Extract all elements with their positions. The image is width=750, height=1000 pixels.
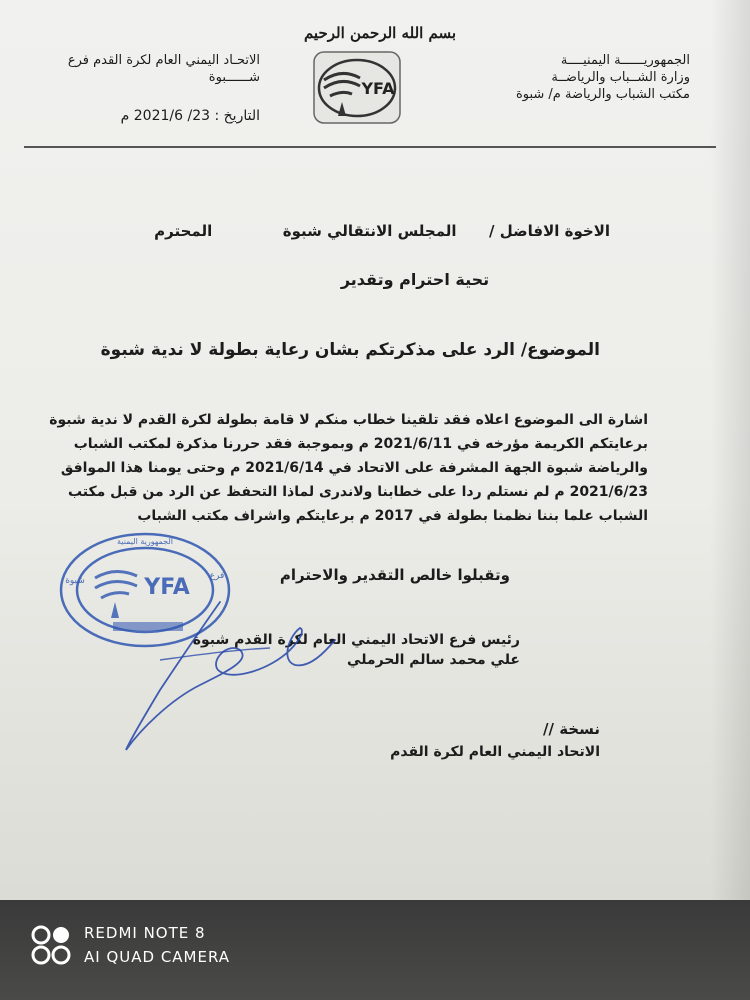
yfa-logo [312, 50, 402, 125]
federation-header [60, 52, 260, 86]
camera-watermark [30, 920, 330, 980]
subject-line: الموضوع/ الرد على مذكرتكم بشان رعاية بطولة لا ندية شبوة [100, 340, 600, 360]
document-date: التاريخ : 23/ 2021/6 م [120, 108, 260, 124]
watermark-camera: AI QUAD CAMERA [84, 948, 231, 966]
copy-label: نسخة // [543, 720, 600, 738]
federation-branch: شــــــبوة [208, 70, 260, 85]
page-shadow [710, 0, 750, 900]
letter-body [49, 408, 648, 528]
copy-recipient: الاتحاد اليمني العام لكرة القدم [390, 744, 600, 760]
republic-name: الجمهوريــــــة اليمنيــــة [560, 53, 690, 68]
recipient-prefix: الاخوة الافاضل / [489, 222, 610, 240]
signatory-title: رئيس فرع الاتحاد اليمني العام لكرة القدم شبوة [192, 632, 520, 648]
quad-camera-icon [30, 924, 76, 970]
federation-name: الاتحـاد اليمني العام لكرة القدم فرع [67, 53, 260, 68]
greeting: تحية احترام وتقدير [340, 270, 490, 289]
logo-text: YFA [361, 79, 395, 98]
watermark-model: REDMI NOTE 8 [84, 924, 206, 942]
recipient-name: المجلس الانتقالي شبوة [282, 222, 457, 240]
header-divider [24, 146, 716, 148]
stamp-top-text: الجمهورية اليمنية [116, 537, 174, 546]
stamp-left-text: شبوة [65, 576, 85, 586]
body-line: والرياضة شبوة الجهة المشرفة على الاتحاد في 2021/6/14 م وحتى يومنا هذا الموافق [60, 460, 648, 476]
body-line: اشارة الى الموضوع اعلاه فقد تلقينا خطاب منكم لا قامة بطولة لكرة القدم لا ندية شبوة [49, 412, 648, 428]
body-line: 2021/6/23 م لم نستلم ردا على خطابنا ولاندرى لماذا التحفظ عن الرد من قبل مكتب [67, 484, 648, 500]
ministry-header [470, 52, 690, 103]
stamp-right-text: فرع [209, 571, 225, 581]
signatory-name: علي محمد سالم الحرملي [347, 652, 520, 668]
body-line: الشباب علما بننا نظمنا بطولة في 2017 م برعايتكم واشراف مكتب الشباب [137, 508, 648, 524]
body-line: برعايتكم الكريمة مؤرخه في 2021/6/11 م وبموجبة فقد حررنا مذكرة لمكتب الشباب [73, 436, 648, 452]
recipient-line [154, 222, 610, 240]
basmala: بسم الله الرحمن الرحيم [303, 24, 457, 42]
office-name: مكتب الشباب والرياضة م/ شبوة [515, 87, 690, 102]
stamp-logo-text: YFA [144, 575, 190, 600]
recipient-honorific: المحترم [154, 222, 213, 240]
ministry-name: وزارة الشــباب والرياضــة [551, 70, 690, 85]
handwritten-signature [100, 590, 340, 760]
closing-line: وتقبلوا خالص التقدير والاحترام [279, 566, 510, 584]
